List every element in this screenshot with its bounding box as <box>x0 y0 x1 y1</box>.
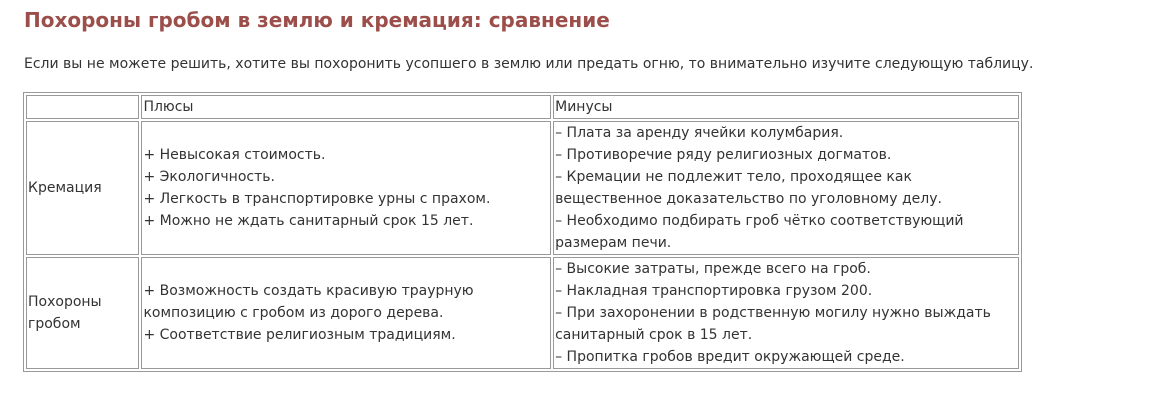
table-header-row <box>26 95 1019 119</box>
list-item: + Возможность создать красивую траурную <box>143 283 474 299</box>
list-item: + Можно не ждать санитарный срок 15 лет. <box>143 213 474 229</box>
list-item: – Высокие затраты, прежде всего на гроб. <box>555 261 871 277</box>
table-row-cremation <box>26 121 1019 255</box>
header-cell-pros: Плюсы <box>141 95 551 119</box>
table-row-burial <box>26 257 1019 369</box>
list-item: санитарный срок в 15 лет. <box>555 327 753 343</box>
header-cell-empty <box>26 95 139 119</box>
header-cell-cons: Минусы <box>553 95 1019 119</box>
page-title: Похороны гробом в землю и кремация: сравнение <box>24 8 610 32</box>
row-label-line: гробом <box>28 316 81 332</box>
list-item: – Накладная транспортировка грузом 200. <box>555 283 873 299</box>
list-item: – Противоречие ряду религиозных догматов. <box>555 147 892 163</box>
list-item: + Невысокая стоимость. <box>143 147 326 163</box>
comparison-table <box>23 92 1022 372</box>
list-item: композицию с гробом из дорого дерева. <box>143 305 444 321</box>
list-item: – Необходимо подбирать гроб чётко соответствующий <box>555 213 964 229</box>
list-item: + Легкость в транспортировке урны с прахом. <box>143 191 491 207</box>
list-item: – Кремации не подлежит тело, проходящее как <box>555 169 912 185</box>
intro-paragraph: Если вы не можете решить, хотите вы похоронить усопшего в землю или предать огню, то внимательно изучите следующую таблицу. <box>24 56 1034 72</box>
list-item: – Плата за аренду ячейки колумбария. <box>555 125 844 141</box>
row-label-burial <box>26 257 139 369</box>
list-item: + Соответствие религиозным традициям. <box>143 327 456 343</box>
row-label-cremation: Кремация <box>26 121 139 255</box>
cons-cell-burial <box>553 257 1019 369</box>
list-item: – При захоронении в родственную могилу нужно выждать <box>555 305 991 321</box>
pros-cell-burial <box>141 257 551 369</box>
list-item: – Пропитка гробов вредит окружающей среде. <box>555 349 905 365</box>
list-item: + Экологичность. <box>143 169 275 185</box>
row-label-line: Похороны <box>28 294 102 310</box>
cons-cell-cremation <box>553 121 1019 255</box>
pros-cell-cremation <box>141 121 551 255</box>
list-item: вещественное доказательство по уголовному делу. <box>555 191 942 207</box>
list-item: размерам печи. <box>555 235 672 251</box>
